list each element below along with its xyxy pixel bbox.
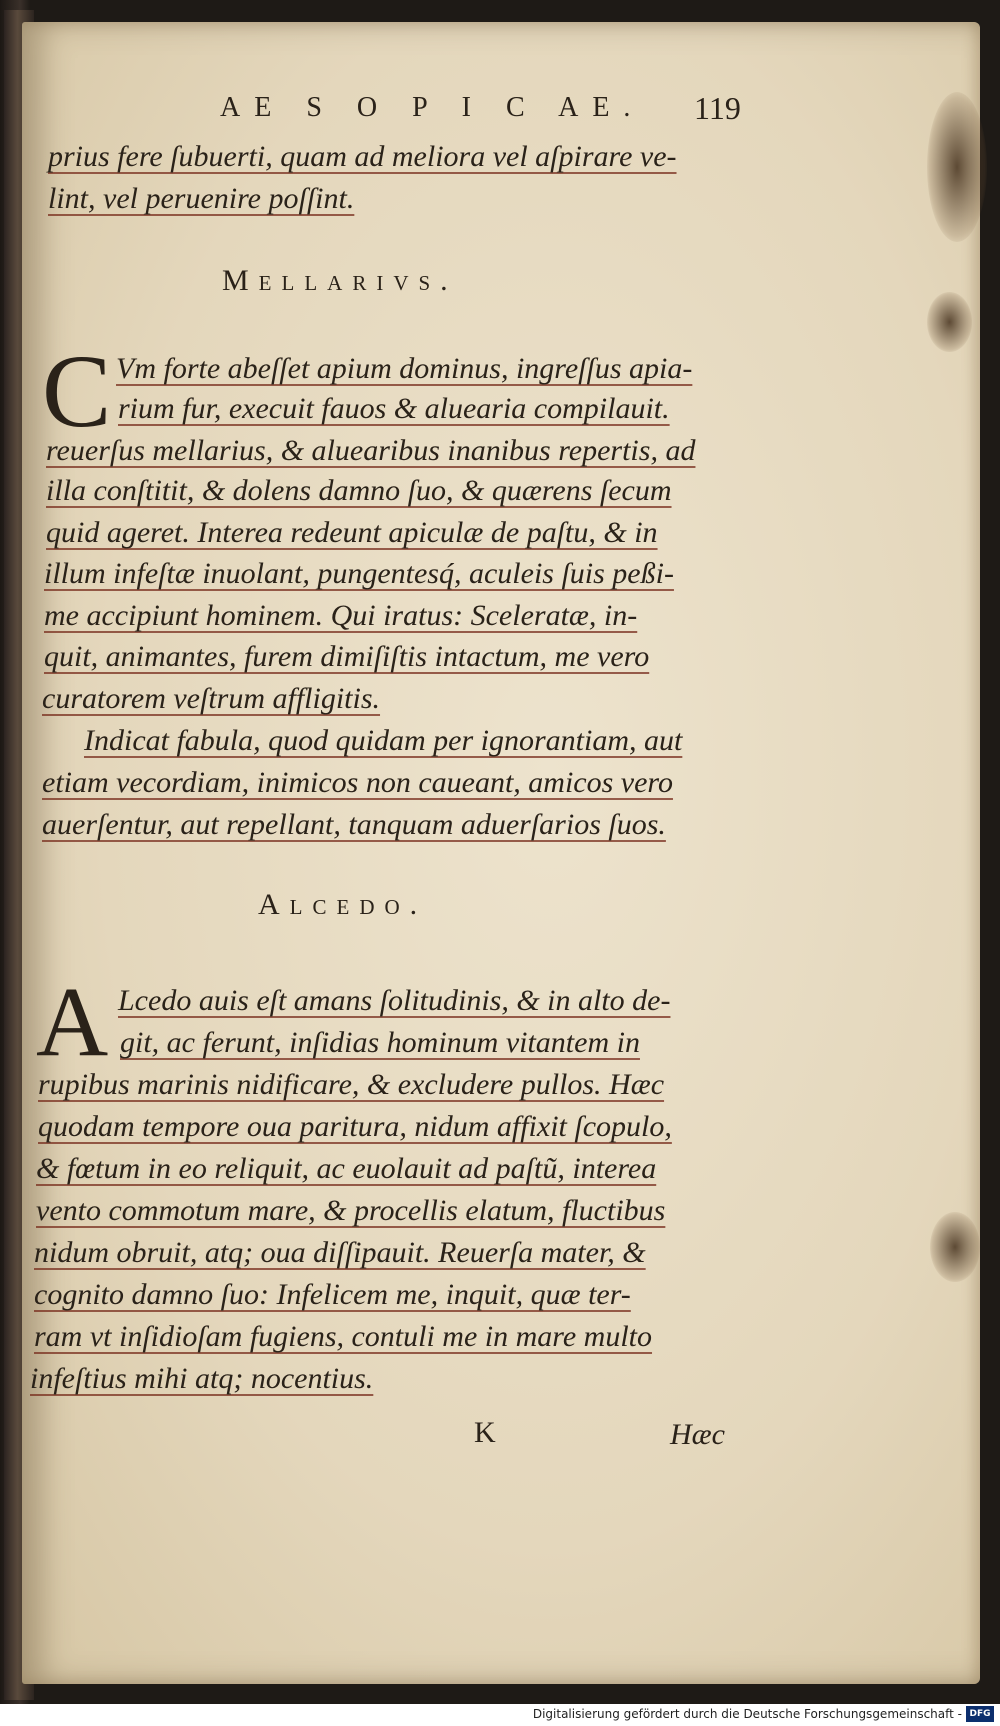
fable-title: Mellarivs. xyxy=(222,264,458,297)
page-number: 119 xyxy=(694,90,741,126)
text-line: etiam vecordiam, inimicos non caueant, amicos vero xyxy=(42,766,673,799)
text-line: quid ageret. Interea redeunt apiculæ de paſtu, & in xyxy=(46,516,658,549)
text-line: vento commotum mare, & procellis elatum, fluctibus xyxy=(36,1194,666,1227)
text-line: Vm forte abeſſet apium dominus, ingreſſus apia- xyxy=(116,352,693,385)
funding-credit: Digitalisierung gefördert durch die Deutsche Forschungsgemeinschaft - xyxy=(532,1707,962,1721)
text-line: reuerſus mellarius, & aluearibus inanibus repertis, ad xyxy=(46,434,696,467)
text-line: Lcedo auis eſt amans ſolitudinis, & in alto de- xyxy=(118,984,671,1017)
signature-mark: K xyxy=(474,1416,496,1449)
text-line: me accipiunt hominem. Qui iratus: Sceleratæ, in- xyxy=(44,599,638,632)
text-line: & fœtum in eo reliquit, ac euolauit ad paſtũ, interea xyxy=(36,1152,657,1185)
text-line: illa conſtitit, & dolens damno ſuo, & quærens ſecum xyxy=(46,474,672,507)
text-line: illum infeſtæ inuolant, pungentesq́, aculeis ſuis peßi- xyxy=(44,557,674,590)
text-line: curatorem veſtrum affligitis. xyxy=(42,682,381,715)
text-line: lint, vel peruenire poſſint. xyxy=(48,182,355,215)
text-line: rium fur, execuit fauos & aluearia compilauit. xyxy=(118,392,670,425)
footer-bar xyxy=(0,1704,1000,1726)
text-line: ram vt inſidioſam fugiens, contuli me in mare multo xyxy=(34,1320,653,1353)
running-title: AE S O P I C AE. xyxy=(220,92,645,123)
dfg-logo: DFG xyxy=(966,1706,994,1722)
text-line: prius fere ſubuerti, quam ad meliora vel aſpirare ve- xyxy=(48,140,677,173)
text-line: quit, animantes, furem dimiſiſtis intactum, me vero xyxy=(44,640,650,673)
text-line: infeſtius mihi atq; nocentius. xyxy=(30,1362,374,1395)
fable-title: Alcedo. xyxy=(258,888,428,921)
book-page xyxy=(22,22,980,1684)
drop-capital: C xyxy=(42,334,112,449)
text-line: auerſentur, aut repellant, tanquam aduerſarios ſuos. xyxy=(42,808,666,841)
drop-capital: A xyxy=(36,966,109,1077)
page-stain xyxy=(927,92,987,242)
page-stain xyxy=(927,292,972,352)
text-line: nidum obruit, atq; oua diſſipauit. Reuerſa mater, & xyxy=(34,1236,646,1269)
text-line: Indicat fabula, quod quidam per ignorantiam, aut xyxy=(84,724,683,757)
text-line: cognito damno ſuo: Infelicem me, inquit, quæ ter- xyxy=(34,1278,631,1311)
page-stain xyxy=(930,1212,980,1282)
text-line: quodam tempore oua paritura, nidum affixit ſcopulo, xyxy=(38,1110,672,1143)
text-line: git, ac ferunt, inſidias hominum vitantem in xyxy=(120,1026,640,1059)
text-line: rupibus marinis nidificare, & excludere pullos. Hæc xyxy=(38,1068,665,1101)
catchword: Hæc xyxy=(670,1418,725,1451)
